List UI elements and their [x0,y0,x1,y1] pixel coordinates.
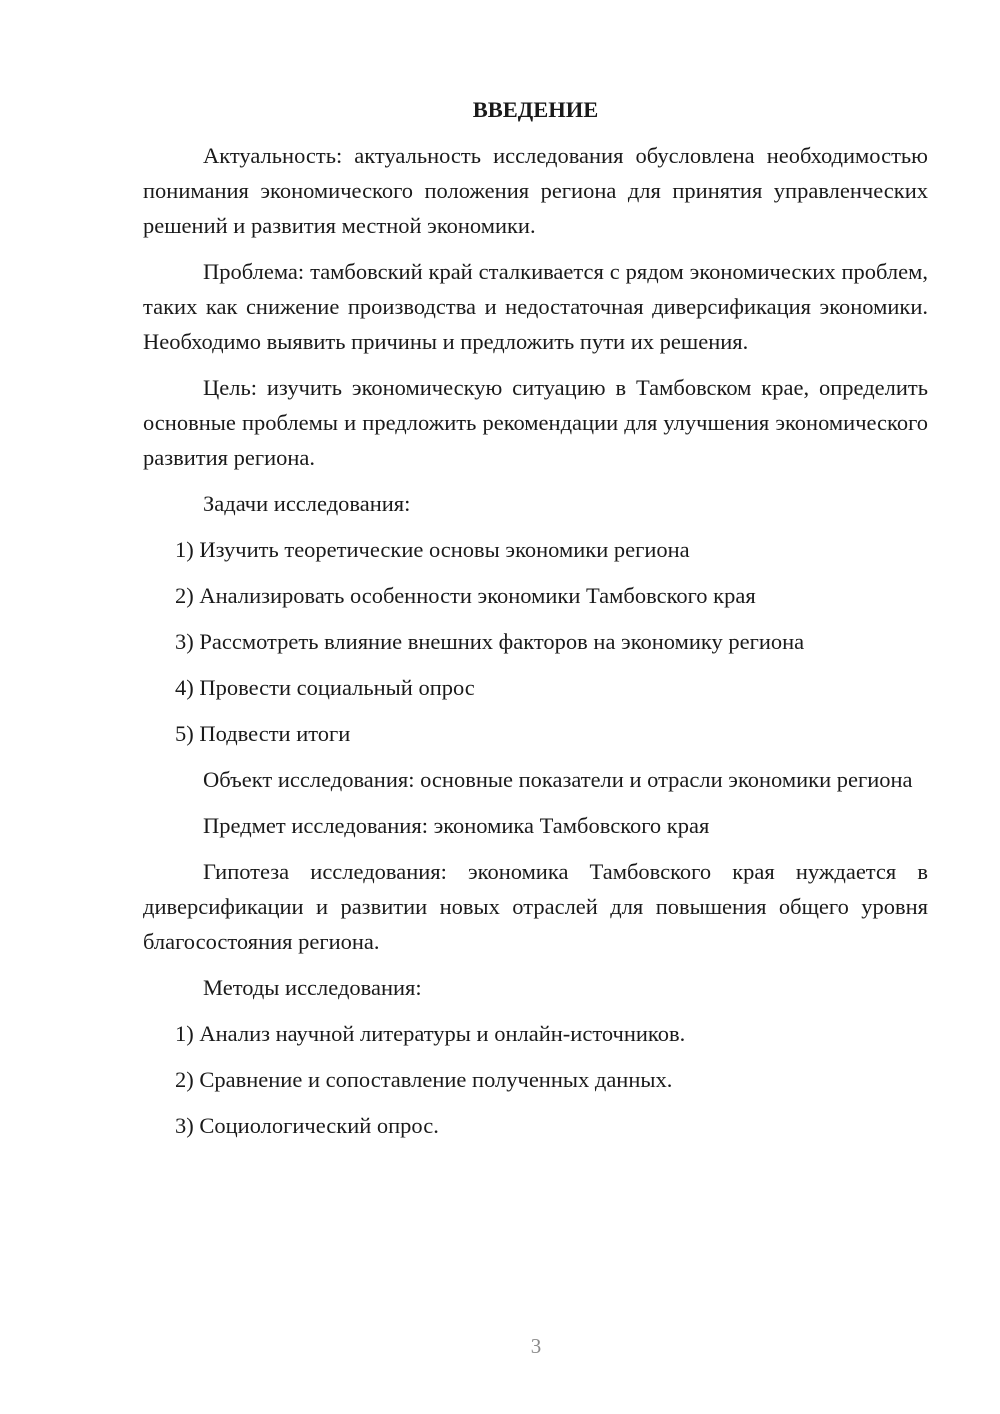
problem-paragraph: Проблема: тамбовский край сталкивается с рядом экономических проблем, таких как снижение производства и недостаточная диверсификация экономики. Необходимо выявить причины и предложить пути их решения. [143,259,928,354]
object-paragraph: Объект исследования: основные показатели и отрасли экономики региона [203,767,913,792]
tasks-heading: Задачи исследования: [203,491,411,516]
page-content [143,92,928,1154]
method-item-3: 3) Социологический опрос. [175,1113,439,1138]
methods-heading: Методы исследования: [203,975,422,1000]
goal-paragraph: Цель: изучить экономическую ситуацию в Тамбовском крае, определить основные проблемы и предложить рекомендации для улучшения экономического развития региона. [143,375,928,470]
task-item-2: 2) Анализировать особенности экономики Тамбовского края [175,583,756,608]
page-number: 3 [530,1334,542,1358]
relevance-paragraph: Актуальность: актуальность исследования обусловлена необходимостью понимания экономического положения региона для принятия управленческих решений и развития местной экономики. [143,143,928,238]
method-item-2: 2) Сравнение и сопоставление полученных данных. [175,1067,673,1092]
subject-paragraph: Предмет исследования: экономика Тамбовского края [203,813,710,838]
task-item-1: 1) Изучить теоретические основы экономики региона [175,537,690,562]
task-item-4: 4) Провести социальный опрос [175,675,475,700]
hypothesis-paragraph: Гипотеза исследования: экономика Тамбовского края нуждается в диверсификации и развитии новых отраслей для повышения общего уровня благосостояния региона. [143,859,928,954]
task-item-5: 5) Подвести итоги [175,721,351,746]
task-item-3: 3) Рассмотреть влияние внешних факторов на экономику региона [175,629,805,654]
method-item-1: 1) Анализ научной литературы и онлайн-источников. [175,1021,686,1046]
page-title: ВВЕДЕНИЕ [472,97,599,122]
